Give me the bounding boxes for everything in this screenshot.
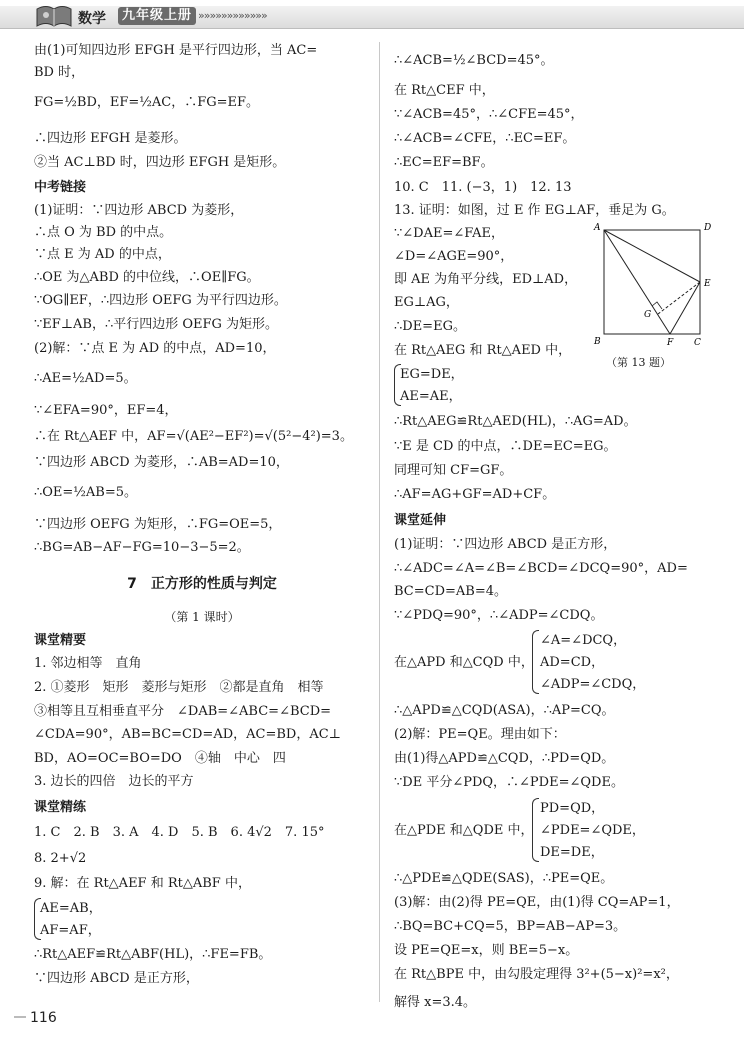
text-line: ∠D=∠AGE=90°， [394,249,514,264]
text-line: ∠CDA=90°，AB=BC=CD=AD，AC=BD，AC⊥ [34,727,341,742]
text-line: ∴∠ACB=∠CFE，∴EC=EF。 [394,131,576,146]
text-line: 在 Rt△AEG 和 Rt△AED 中， [394,343,572,358]
label-g: G [644,310,652,320]
text-line: ∴DE=EG。 [394,319,466,334]
text-line: 1. 邻边相等 直角 [34,656,142,671]
text-line: (2)解：∵点 E 为 AD 的中点，AD=10， [34,341,276,356]
text-line: ∵∠DAE=∠FAE， [394,226,505,241]
text-line: 9. 解：在 Rt△AEF 和 Rt△ABF 中， [34,876,251,891]
text-line: 3. 边长的四倍 边长的平方 [34,774,194,789]
label-e: E [704,279,711,289]
segment-af [604,230,670,334]
text-line: 同理可知 CF=GF。 [394,463,513,478]
text-line: ∴OE 为△ABD 的中位线，∴OE∥FG。 [34,270,260,285]
page-number: 116 [30,1010,57,1026]
section-heading: 课堂精要 [34,633,87,648]
text-line: ∴AF=AG+GF=AD+CF。 [394,487,556,502]
text-line: ∠PDE=∠QDE， [540,823,645,838]
subject-label: 数学 [78,11,106,27]
section-heading: 课堂延伸 [394,513,447,528]
text-line: PD=QD， [540,801,605,816]
lesson-subtitle: （第 1 课时） [164,610,240,624]
text-line: 解得 x=3.4。 [394,995,477,1010]
text-line: (2)解：PE=QE。理由如下： [394,727,566,742]
text-line: ∴在 Rt△AEF 中，AF=√(AE²−EF²)=√(5²−4²)=3。 [34,429,353,444]
text-line: ∴Rt△AEG≌Rt△AED(HL)，∴AG=AD。 [394,414,637,429]
text-line: 在 Rt△CEF 中， [394,83,495,98]
text-line: ∵OG∥EF，∴四边形 OEFG 为平行四边形。 [34,293,287,308]
text-line: ∵四边形 ABCD 为菱形，∴AB=AD=10， [34,455,289,470]
section-title: 7 正方形的性质与判定 [127,576,277,592]
page-number-mark [14,1016,26,1026]
text-line: AE=AE， [400,389,462,404]
text-line: 在△APD 和△CQD 中， [394,655,534,670]
text-line: DE=DE， [540,845,604,860]
label-f: F [667,338,674,348]
segment-ef [670,282,700,334]
text-line: FG=½BD，EF=½AC，∴FG=EF。 [34,95,260,110]
text-line: 由(1)得△APD≌△CQD，∴PD=QD。 [394,751,615,766]
text-line: EG=DE， [400,367,464,382]
text-line: (1)证明：∵四边形 ABCD 为菱形， [34,203,244,218]
book-icon [34,3,74,29]
text-line: ∵点 E 为 AD 的中点， [34,247,171,262]
text-line: 由(1)可知四边形 EFGH 是平行四边形，当 AC= [34,43,318,58]
text-line: ∴△PDE≌△QDE(SAS)，∴PE=QE。 [394,871,614,886]
column-divider [379,42,380,1002]
text-line: ∴∠ADC=∠A=∠B=∠BCD=∠DCQ=90°，AD= [394,561,688,576]
text-line: 13. 证明：如图，过 E 作 EG⊥AF，垂足为 G。 [394,203,675,218]
figure-caption: （第 13 题） [606,356,671,369]
geometry-figure [590,220,714,366]
text-line: ∴OE=½AB=5。 [34,485,138,500]
text-line: AF=AF， [40,923,101,938]
text-line: ∴四边形 EFGH 是菱形。 [34,131,187,146]
text-line: 1. C 2. B 3. A 4. D 5. B 6. 4√2 7. 15° [34,825,325,840]
text-line: 2. ①菱形 矩形 菱形与矩形 ②都是直角 相等 [34,680,324,695]
section-heading: 课堂精练 [34,800,87,815]
text-line: ∴Rt△AEF≌Rt△ABF(HL)，∴FE=FB。 [34,947,272,962]
text-line: ∵四边形 ABCD 是正方形， [34,971,199,986]
square-abcd [604,230,700,334]
text-line: BC=CD=AB=4。 [394,584,508,599]
text-line: BD，AO=OC=BO=DO ④轴 中心 四 [34,751,286,766]
text-line: ∵∠EFA=90°，EF=4， [34,403,178,418]
text-line: ∴△APD≌△CQD(ASA)，∴AP=CQ。 [394,703,615,718]
text-line: ∴EC=EF=BF。 [394,155,494,170]
text-line: ∵∠ACB=45°，∴∠CFE=45°， [394,107,584,122]
text-line: ∴BG=AB−AF−FG=10−3−5=2。 [34,540,250,555]
label-a: A [594,223,601,233]
label-b: B [594,337,601,347]
header-arrows: »»»»»»»»»»»» [198,9,267,22]
text-line: 在△PDE 和△QDE 中， [394,823,534,838]
text-line: ∴BQ=BC+CQ=5，BP=AB−AP=3。 [394,919,627,934]
label-c: C [694,338,701,348]
text-line: ③相等且互相垂直平分 ∠DAB=∠ABC=∠BCD= [34,704,332,719]
text-line: ∵四边形 OEFG 为矩形，∴FG=OE=5， [34,517,282,532]
text-line: (3)解：由(2)得 PE=QE，由(1)得 CQ=AP=1， [394,895,680,910]
text-line: ②当 AC⊥BD 时，四边形 EFGH 是矩形。 [34,155,286,170]
label-d: D [704,223,712,233]
text-line: ∴∠ACB=½∠BCD=45°。 [394,53,554,68]
text-line: 在 Rt△BPE 中，由勾股定理得 3²+(5−x)²=x²， [394,967,679,982]
segment-ae [604,230,700,282]
text-line: 即 AE 为角平分线，ED⊥AD， [394,272,578,287]
section-heading: 中考链接 [34,180,87,195]
text-line: (1)证明：∵四边形 ABCD 是正方形， [394,537,617,552]
text-line: ∵E 是 CD 的中点，∴DE=EC=EG。 [394,439,617,454]
text-line: ∵∠PDQ=90°，∴∠ADP=∠CDQ。 [394,608,604,623]
text-line: 8. 2+√2 [34,851,87,866]
text-line: BD 时， [34,65,85,80]
text-line: 10. C 11. (−3，1) 12. 13 [394,180,572,195]
text-line: ∠A=∠DCQ， [540,633,627,648]
text-line: AD=CD， [540,655,605,670]
text-line: ∴AE=½AD=5。 [34,371,137,386]
segment-eg [658,282,700,314]
header-band [0,6,744,29]
grade-badge: 九年级上册 [118,7,196,25]
text-line: ∵DE 平分∠PDQ，∴∠PDE=∠QDE。 [394,775,624,790]
text-line: AE=AB， [40,901,102,916]
text-line: ∴点 O 为 BD 的中点。 [34,225,173,240]
text-line: EG⊥AG， [394,295,459,310]
page-header [0,0,744,34]
text-line: 设 PE=QE=x，则 BE=5−x。 [394,943,579,958]
text-line: ∵EF⊥AB，∴平行四边形 OEFG 为矩形。 [34,317,279,332]
text-line: ∠ADP=∠CDQ， [540,677,646,692]
